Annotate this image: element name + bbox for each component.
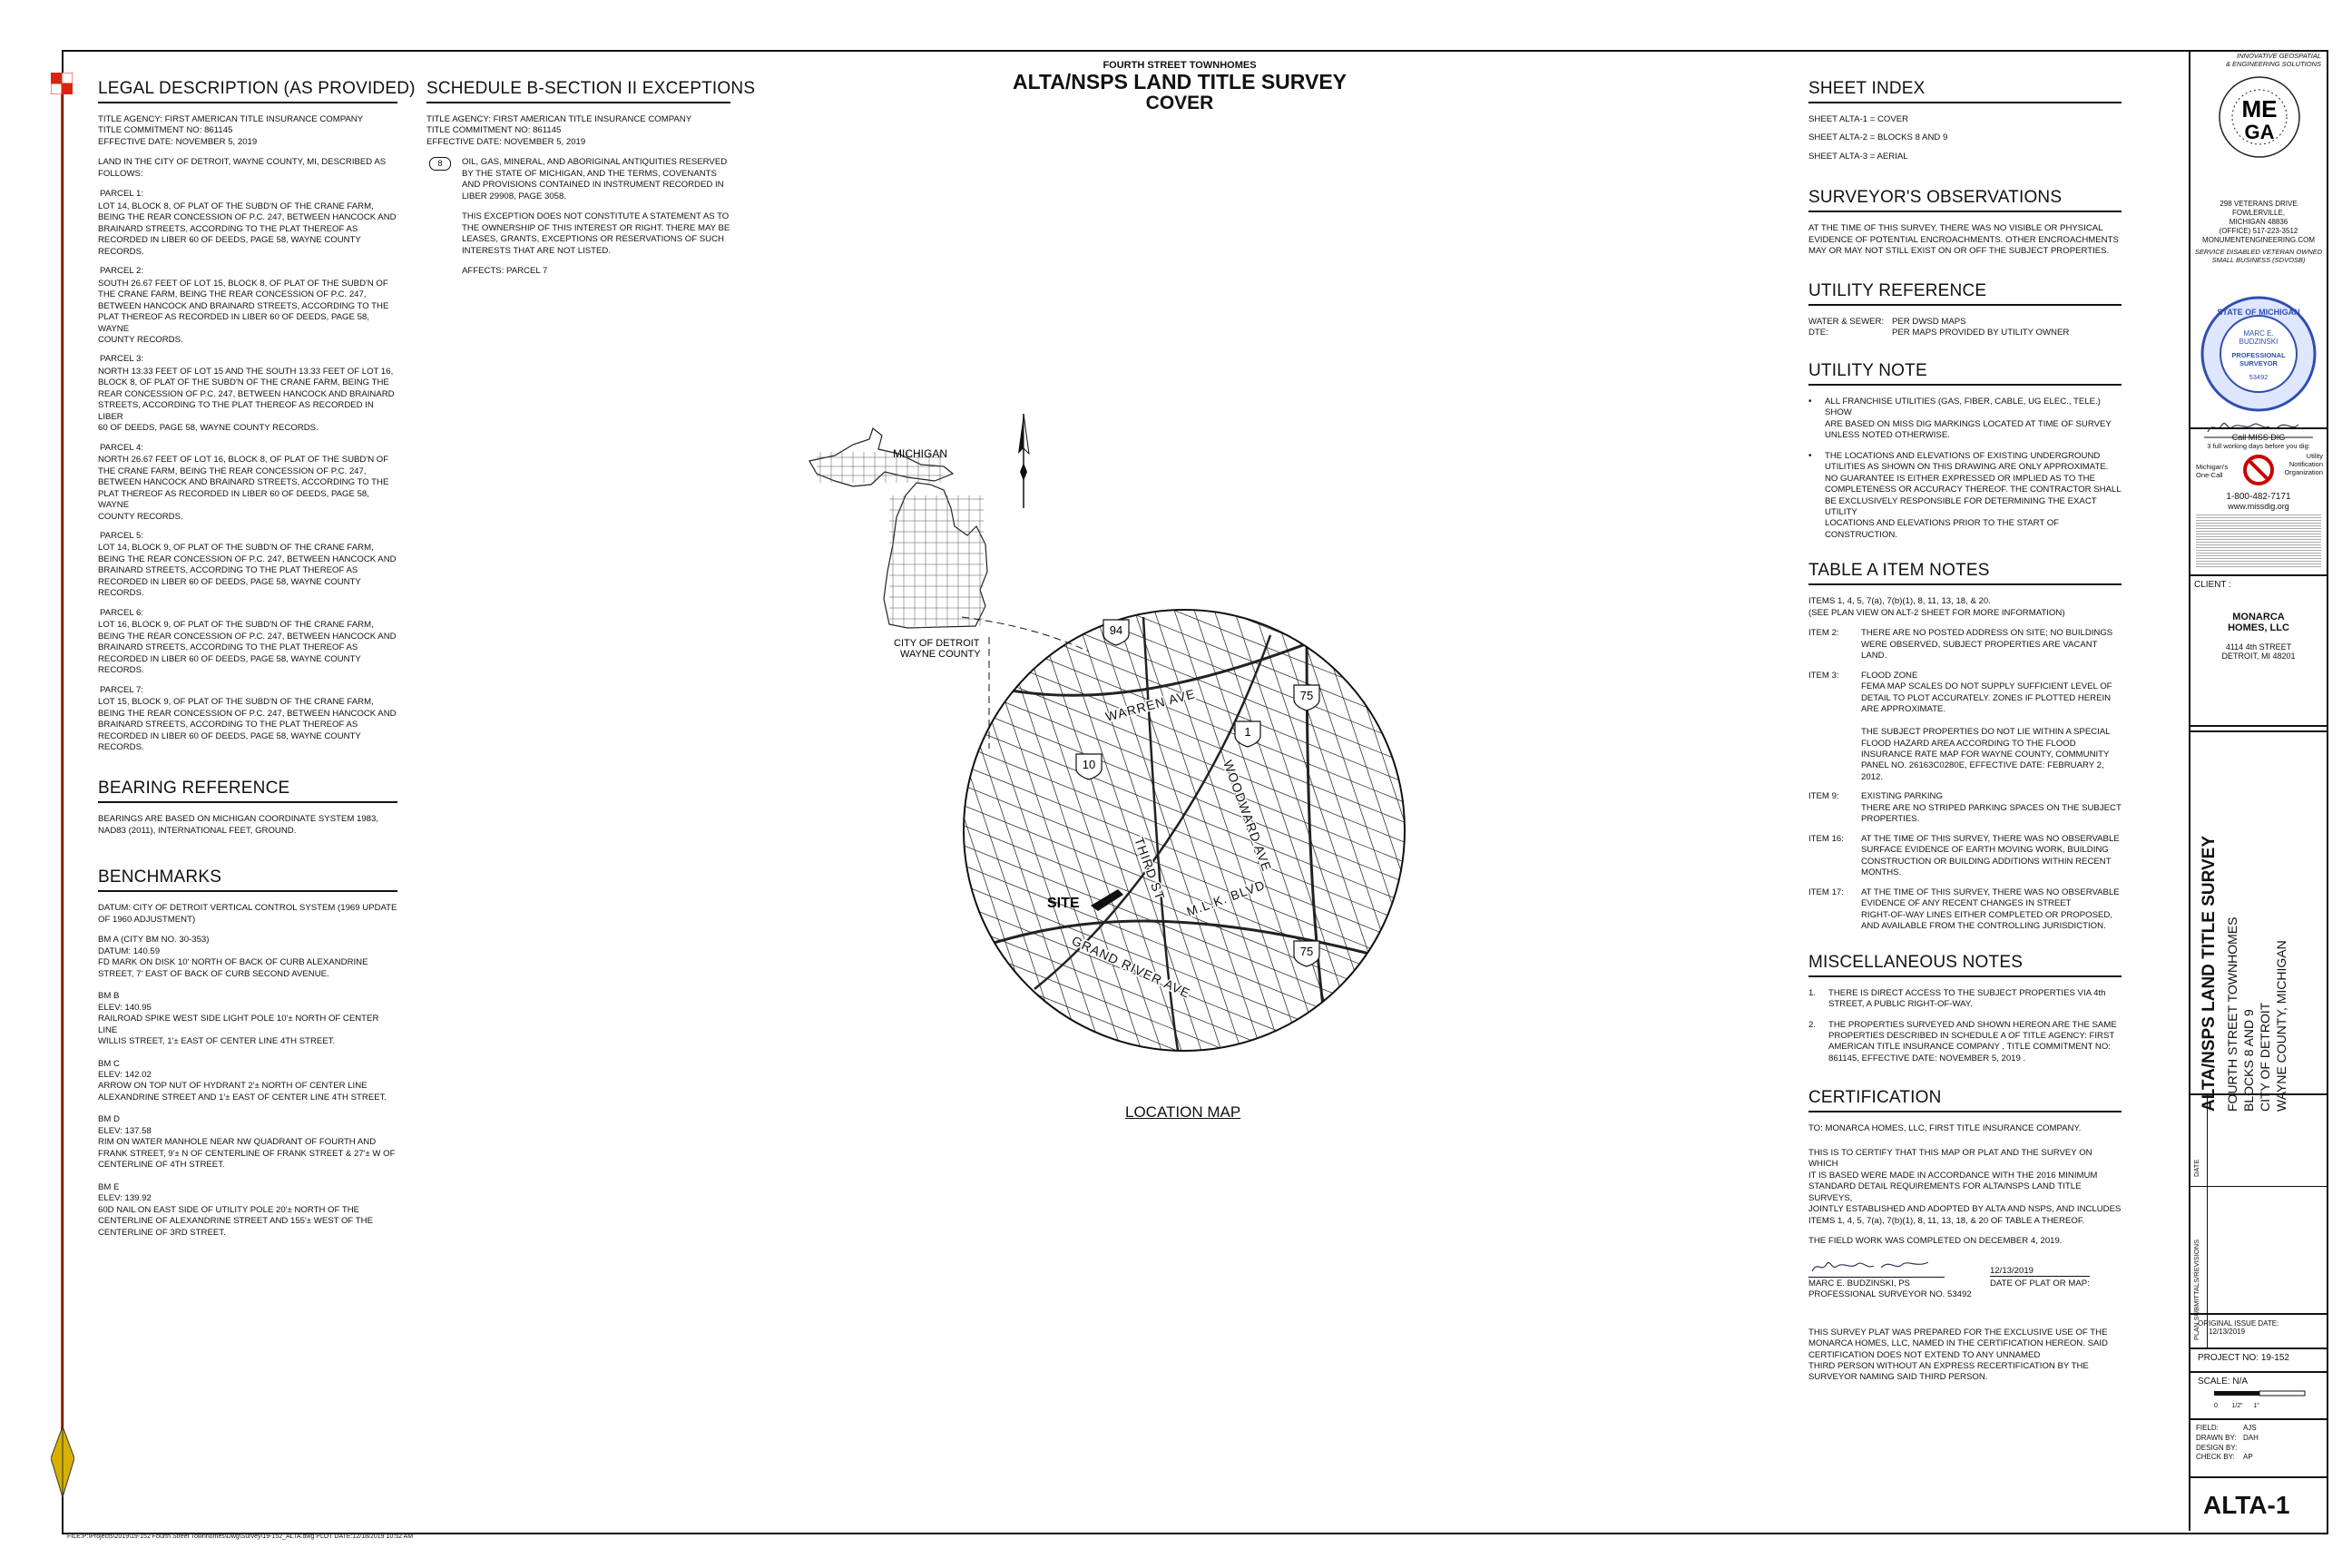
plumb-bob-icon xyxy=(51,1426,74,1499)
table-a-item xyxy=(1808,834,2122,879)
misc-heading: MISCELLANEOUS NOTES xyxy=(1808,953,2122,977)
leader-line xyxy=(962,617,1089,652)
vertical-survey-title: ALTA/NSPS LAND TITLE SURVEY xyxy=(2200,835,2219,1112)
parcel-text: SOUTH 26.67 FEET OF LOT 15, BLOCK 8, OF PLAT OF THE SUBD'N OF THE CRANE FARM, BEING THE REAR CONCESSION OF P.C. 247, BETWEEN HANCOCK AND BRAINARD STREETS, ACCORDING TO THE PLAT THEREOF AS RECORDED IN LIBER 60 OF DEEDS, PAGE 58, WAYNE COUNTY RECORDS. xyxy=(98,278,389,345)
seal-title: PROFESSIONAL SURVEYOR xyxy=(2231,351,2286,368)
seal-name: MARC E. BUDZINSKI xyxy=(2239,329,2278,346)
parcel-text: NORTH 13.33 FEET OF LOT 15 AND THE SOUTH 13.33 FEET OF LOT 16, BLOCK 8, OF PLAT OF THE SUBD'N OF THE CRANE FARM, BEING THE REAR CONCESSION OF P.C. 247, BETWEEN HANCOCK AND BRAINARD STREETS, ACCORDING TO THE PLAT THEREOF AS RECORDED IN LIBER 60 OF DEEDS, PAGE 58, WAYNE COUNTY RECORDS. xyxy=(98,366,395,434)
scale-label: SCALE: N/A xyxy=(2198,1377,2249,1387)
table-a-intro: ITEMS 1, 4, 5, 7(a), 7(b)(1), 8, 11, 13, 18, & 20. (SEE PLAN VIEW ON ALT-2 SHEET FOR MORE INFORMATION) xyxy=(1808,596,2065,618)
parcel-item xyxy=(98,531,397,600)
street-label: GRAND RIVER AVE xyxy=(1069,933,1193,1001)
legal-heading: LEGAL DESCRIPTION (AS PROVIDED) xyxy=(98,79,397,103)
parcel-list xyxy=(98,189,397,753)
michigan-label: MICHIGAN xyxy=(893,447,947,460)
benchmark-item: BM C ELEV: 142.02 ARROW ON TOP NUT OF HYDRANT 2'± NORTH OF CENTER LINE ALEXANDRINE STREET AND 1'± EAST OF CENTER LINE 4TH STREET. xyxy=(98,1058,387,1102)
scale-box xyxy=(2190,1371,2327,1418)
parcel-text: LOT 14, BLOCK 9, OF PLAT OF THE SUBD'N OF THE CRANE FARM, BEING THE REAR CONCESSION OF P.C. 247, BETWEEN HANCOCK AND BRAINARD STREETS, ACCORDING TO THE PLAT THEREOF AS RECORDED IN LIBER 60 OF DEEDS, PAGE 58, WAYNE COUNTY RECORDS. xyxy=(98,543,397,599)
misc-list xyxy=(1808,988,2122,1065)
benchmark-item: BM E ELEV: 139.92 60D NAIL ON EAST SIDE OF UTILITY POLE 20'± NORTH OF THE CENTERLINE OF ALEXANDRINE STREET AND 155'± WEST OF THE CENTERLINE OF 3RD STREET. xyxy=(98,1181,373,1238)
misc-number: 2. xyxy=(1808,1019,1817,1030)
vertical-line-4: WAYNE COUNTY, MICHIGAN xyxy=(2274,940,2288,1112)
svg-text:75: 75 xyxy=(1299,689,1314,702)
veteran-badge: SERVICE DISABLED VETERAN OWNED SMALL BUSINESS (SDVOSB) xyxy=(2194,248,2323,265)
staff-row xyxy=(2196,1434,2327,1444)
legal-intro: LAND IN THE CITY OF DETROIT, WAYNE COUNTY, MI, DESCRIBED AS FOLLOWS: xyxy=(98,157,387,179)
highway-shield-1 xyxy=(1235,721,1260,747)
misc-text: THE PROPERTIES SURVEYED AND SHOWN HEREON ARE THE SAME PROPERTIES DESCRIBED IN SCHEDULE A OF TITLE AGENCY: FIRST AMERICAN TITLE INSURANCE COMPANY , TITLE COMMITMENT NO: 861145, EFFECTIVE DATE: NOVEMBER 5, 2019 . xyxy=(1828,1019,2117,1063)
company-logo xyxy=(2218,75,2301,159)
table-a-item xyxy=(1808,671,2122,784)
exception-text: OIL, GAS, MINERAL, AND ABORIGINAL ANTIQUITIES RESERVED BY THE STATE OF MICHIGAN, AND THE TERMS, COVENANTS AND PROVISIONS CONTAINED IN INSTRUMENT RECORDED IN LIBER 29908, PAGE 3058. xyxy=(462,157,728,201)
client-label: CLIENT : xyxy=(2194,580,2231,590)
parcel-text: LOT 14, BLOCK 8, OF PLAT OF THE SUBD'N OF THE CRANE FARM, BEING THE REAR CONCESSION OF P.C. 247, BETWEEN HANCOCK AND BRAINARD STREETS, ACCORDING TO THE PLAT THEREOF AS RECORDED IN LIBER 60 OF DEEDS, PAGE 58, WAYNE COUNTY RECORDS. xyxy=(98,201,397,257)
svg-text:ME: ME xyxy=(2241,95,2278,122)
page-title: ALTA/NSPS LAND TITLE SURVEY xyxy=(1012,70,1348,93)
staff-role: DESIGN BY: xyxy=(2196,1443,2238,1452)
utility-ref-key: WATER & SEWER: xyxy=(1808,316,1885,327)
table-a-item xyxy=(1808,791,2122,825)
utility-ref-row xyxy=(1808,328,2122,338)
parcel-item xyxy=(98,685,397,754)
parcel-label: PARCEL 3: xyxy=(100,354,143,365)
parcel-item xyxy=(98,266,397,346)
vertical-line-1: FOURTH STREET TOWNHOMES xyxy=(2225,916,2239,1112)
client-address: 4114 4th STREET DETROIT, MI 48201 xyxy=(2221,642,2296,661)
highway-shield-10 xyxy=(1076,754,1102,779)
michigan-county-grid xyxy=(817,452,984,626)
benchmark-item: BM B ELEV: 140.95 RAILROAD SPIKE WEST SIDE LIGHT POLE 10'± NORTH OF CENTER LINE WILLIS STREET, 1'± EAST OF CENTER LINE 4TH STREET. xyxy=(98,991,379,1047)
sheet-number: ALTA-1 xyxy=(2203,1491,2290,1519)
staff-role: DRAWN BY: xyxy=(2196,1433,2237,1442)
cert-date-label: DATE OF PLAT OR MAP: xyxy=(1990,1278,2090,1289)
svg-text:94: 94 xyxy=(1109,623,1123,637)
cert-body: THIS IS TO CERTIFY THAT THIS MAP OR PLAT AND THE SURVEY ON WHICH IT IS BASED WERE MADE IN ACCORDANCE WITH THE 2016 MINIMUM STANDARD DETAIL REQUIREMENTS FOR ALTA/NSPS LAND TITLE SURVEYS, JOINTLY ESTABLISHED AND ADOPTED BY ALTA AND NSPS, AND INCLUDES ITEMS 1, 4, 5, 7(a), 7(b)(1), 8, 11, 13, 18, & 20 OF TABLE A THEREOF. xyxy=(1808,1147,2122,1226)
table-a-text: FLOOD ZONE FEMA MAP SCALES DO NOT SUPPLY SUFFICIENT LEVEL OF DETAIL TO PLOT ACCURATELY. ZONES IF PLOTTED HEREIN ARE APPROXIMATE. THE SUBJECT PROPERTIES DO NOT LIE WITHIN A SPECIAL FLOOD HAZARD AREA ACCORDING TO THE FLOOD INSURANCE RATE MAP FOR WAYNE COUNTY, COMMUNITY PANEL NO. 26163C0280E, EFFECTIVE DATE: FEBRUARY 2, 2012. xyxy=(1861,670,2112,782)
left-column xyxy=(98,79,416,1250)
table-a-text: AT THE TIME OF THIS SURVEY, THERE WAS NO OBSERVABLE SURFACE EVIDENCE OF EARTH MOVING WORK, BUILDING CONSTRUCTION OR BUILDING ADDITIONS WITHIN RECENT MONTHS. xyxy=(1861,833,2120,878)
cert-signer: MARC E. BUDZINSKI, PS PROFESSIONAL SURVEYOR NO. 53492 xyxy=(1808,1278,1972,1300)
highway-shield-75 xyxy=(1294,941,1319,966)
schedule-agency: TITLE AGENCY: FIRST AMERICAN TITLE INSURANCE COMPANY TITLE COMMITMENT NO: 861145 EFFECTIVE DATE: NOVEMBER 5, 2019 xyxy=(426,114,692,147)
scale-bar xyxy=(2214,1389,2314,1398)
table-a-text: AT THE TIME OF THIS SURVEY, THERE WAS NO OBSERVABLE EVIDENCE OF ANY RECENT CHANGES IN STREET RIGHT-OF-WAY LINES EITHER COMPLETED OR PROPOSED, AND AVAILABLE FROM THE CONTROLLING JURISDICTION. xyxy=(1861,887,2120,932)
staff-list xyxy=(2196,1424,2327,1463)
misc-item xyxy=(1808,988,2122,1011)
parcel-label: PARCEL 7: xyxy=(100,684,143,695)
bearing-heading: BEARING REFERENCE xyxy=(98,779,397,803)
schedule-column xyxy=(426,79,756,287)
missdig-fineprint xyxy=(2196,513,2321,569)
project-title-vertical xyxy=(2190,730,2327,1122)
scale-ticks: 0 1/2" 1" xyxy=(2214,1403,2259,1409)
corner-marker xyxy=(51,73,73,94)
benchmarks-heading: BENCHMARKS xyxy=(98,867,397,892)
missdig-web: www.missdig.org xyxy=(2228,502,2289,511)
table-a-key: ITEM 2: xyxy=(1808,628,1839,639)
table-a-key: ITEM 16: xyxy=(1808,833,1844,844)
vertical-line-3: CITY OF DETROIT xyxy=(2258,1002,2272,1112)
benchmark-list xyxy=(98,935,397,1239)
title-block-center xyxy=(907,60,1452,113)
missdig-days: 3 full working days before you dig: xyxy=(2207,442,2310,450)
svg-text:STATE OF MICHIGAN: STATE OF MICHIGAN xyxy=(2217,308,2300,317)
observations-heading: SURVEYOR'S OBSERVATIONS xyxy=(1808,188,2122,212)
misc-number: 1. xyxy=(1808,987,1817,998)
utility-note-heading: UTILITY NOTE xyxy=(1808,361,2122,386)
location-map-caption: LOCATION MAP xyxy=(1125,1103,1241,1121)
location-map xyxy=(799,408,1434,1134)
utility-note-item xyxy=(1808,451,2122,542)
parcel-item xyxy=(98,189,397,258)
missdig-left: Michigan's One-Call xyxy=(2196,463,2229,479)
legal-agency: TITLE AGENCY: FIRST AMERICAN TITLE INSURANCE COMPANY TITLE COMMITMENT NO: 861145 EFFECTIVE DATE: NOVEMBER 5, 2019 xyxy=(98,114,364,147)
parcel-label: PARCEL 5: xyxy=(100,531,143,541)
table-a-list xyxy=(1808,628,2122,932)
table-a-item xyxy=(1808,887,2122,933)
missdig-call: Call MISS DIG xyxy=(2231,433,2286,442)
surveyor-seal xyxy=(2200,295,2318,413)
observations-text: AT THE TIME OF THIS SURVEY, THERE WAS NO VISIBLE OR PHYSICAL EVIDENCE OF POTENTIAL ENCROACHMENTS. OTHER ENCROACHMENTS MAY OR MAY NOT STILL EXIST ON OR OFF THE SUBJECT PROPERTIES. xyxy=(1808,223,2119,257)
bullet-icon: • xyxy=(1808,396,1812,407)
cert-heading: CERTIFICATION xyxy=(1808,1088,2122,1112)
street-label: THIRD ST xyxy=(1132,835,1169,903)
utility-ref-row xyxy=(1808,317,2122,328)
parcel-text: LOT 16, BLOCK 9, OF PLAT OF THE SUBD'N OF THE CRANE FARM, BEING THE REAR CONCESSION OF P.C. 247, BETWEEN HANCOCK AND BRAINARD STREETS, ACCORDING TO THE PLAT THEREOF AS RECORDED IN LIBER 60 OF DEEDS, PAGE 58, WAYNE COUNTY RECORDS. xyxy=(98,620,397,676)
exception-affects: AFFECTS: PARCEL 7 xyxy=(462,266,548,277)
city-label-2: WAYNE COUNTY xyxy=(900,649,981,660)
street-label: M.L.K. BLVD xyxy=(1184,877,1268,919)
plumb-line xyxy=(61,94,63,1437)
svg-text:GA: GA xyxy=(2244,121,2275,143)
svg-text:1: 1 xyxy=(1244,725,1251,739)
staff-row xyxy=(2196,1444,2327,1454)
parcel-item xyxy=(98,354,397,434)
parcel-label: PARCEL 1: xyxy=(100,189,143,200)
staff-initials: AP xyxy=(2243,1453,2253,1462)
sheet-index-heading: SHEET INDEX xyxy=(1808,79,2122,103)
table-a-item xyxy=(1808,628,2122,662)
project-number-box xyxy=(2190,1348,2327,1369)
misc-text: THERE IS DIRECT ACCESS TO THE SUBJECT PROPERTIES VIA 4th STREET, A PUBLIC RIGHT-OF-WAY. xyxy=(1828,987,2106,1010)
title-block xyxy=(2189,50,2327,1531)
missdig-right: Utility Notification Organization xyxy=(2284,452,2323,476)
date-label: DATE xyxy=(2192,1159,2200,1177)
parcel-label: PARCEL 6: xyxy=(100,607,143,618)
revision-box xyxy=(2190,1093,2327,1348)
table-a-text: THERE ARE NO POSTED ADDRESS ON SITE; NO BUILDINGS WERE OBSERVED, SUBJECT PROPERTIES ARE VACANT LAND. xyxy=(1861,628,2113,662)
cert-date: 12/13/2019 xyxy=(1990,1266,2090,1277)
seal-number: 53492 xyxy=(2249,373,2269,381)
original-issue-label: ORIGINAL ISSUE DATE: xyxy=(2198,1319,2279,1328)
utility-ref-list xyxy=(1808,317,2122,339)
exception-number: 8 xyxy=(429,157,451,171)
staff-row xyxy=(2196,1424,2327,1434)
staff-row xyxy=(2196,1453,2327,1463)
parcel-item xyxy=(98,443,397,523)
sheet-index-list xyxy=(1808,114,2122,162)
parcel-item xyxy=(98,608,397,677)
bullet-icon: • xyxy=(1808,450,1812,461)
benchmarks-datum: DATUM: CITY OF DETROIT VERTICAL CONTROL SYSTEM (1969 UPDATE OF 1960 ADJUSTMENT) xyxy=(98,903,397,925)
no-dig-icon xyxy=(2242,454,2275,486)
parcel-text: NORTH 26.67 FEET OF LOT 16, BLOCK 8, OF PLAT OF THE SUBD'N OF THE CRANE FARM, BEING THE REAR CONCESSION OF P.C. 247, BETWEEN HANCOCK AND BRAINARD STREETS, ACCORDING TO THE PLAT THEREOF AS RECORDED IN LIBER 60 OF DEEDS, PAGE 58, WAYNE COUNTY RECORDS. xyxy=(98,455,389,522)
utility-note-item xyxy=(1808,397,2122,442)
sheet-index-item: SHEET ALTA-3 = AERIAL xyxy=(1808,151,1908,162)
sheet-index-item: SHEET ALTA-2 = BLOCKS 8 AND 9 xyxy=(1808,132,1948,143)
svg-text:75: 75 xyxy=(1299,945,1314,958)
utility-note-text: THE LOCATIONS AND ELEVATIONS OF EXISTING UNDERGROUND UTILITIES AS SHOWN ON THIS DRAWING ARE ONLY APPROXIMATE. NO GUARANTEE IS EITHER EXPRESSED OR IMPLIED AS TO THE COMPLETENESS OR ACCURACY THEREOF. THE CONTRACTOR SHALL BE EXCLUSIVELY RESPONSIBLE FOR DETERMINING THE EXACT UTILITY LOCATIONS AND ELEVATIONS PRIOR TO THE START OF CONSTRUCTION. xyxy=(1825,450,2122,540)
page-subtitle: COVER xyxy=(1145,93,1214,114)
cert-fieldwork: THE FIELD WORK WAS COMPLETED ON DECEMBER 4, 2019. xyxy=(1808,1236,2063,1247)
table-a-key: ITEM 17: xyxy=(1808,887,1844,897)
right-column xyxy=(1808,79,2122,1393)
table-a-key: ITEM 3: xyxy=(1808,670,1839,681)
schedule-heading: SCHEDULE B-SECTION II EXCEPTIONS xyxy=(426,79,730,103)
company-tagline: INNOVATIVE GEOSPATIAL & ENGINEERING SOLUTIONS xyxy=(2225,52,2321,69)
benchmark-item: BM D ELEV: 137.58 RIM ON WATER MANHOLE NEAR NW QUADRANT OF FOURTH AND FRANK STREET, 9'± N OF CENTERLINE OF FRANK STREET & 27'± W OF CENTERLINE OF 4TH STREET. xyxy=(98,1114,396,1171)
location-map-drawing xyxy=(799,408,1434,1134)
utility-ref-value: PER MAPS PROVIDED BY UTILITY OWNER xyxy=(1892,328,2070,338)
benchmark-item: BM A (CITY BM NO. 30-353) DATUM: 140.59 FD MARK ON DISK 10' NORTH OF BACK OF CURB ALEXANDRINE STREET, 7' EAST OF BACK OF CURB SECOND AVENUE. xyxy=(98,935,368,979)
north-arrow-icon xyxy=(1018,414,1029,508)
utility-ref-key: DTE: xyxy=(1808,328,1828,338)
utility-ref-heading: UTILITY REFERENCE xyxy=(1808,281,2122,306)
table-a-key: ITEM 9: xyxy=(1808,791,1839,802)
staff-role: FIELD: xyxy=(2196,1424,2219,1432)
sheet-index-item: SHEET ALTA-1 = COVER xyxy=(1808,114,1909,124)
signature-block xyxy=(1808,1257,2122,1308)
staff-role: CHECK BY: xyxy=(2196,1453,2235,1462)
vertical-line-2: BLOCKS 8 AND 9 xyxy=(2241,1009,2256,1112)
staff-box xyxy=(2190,1418,2327,1475)
table-a-text: EXISTING PARKING THERE ARE NO STRIPED PARKING SPACES ON THE SUBJECT PROPERTIES. xyxy=(1861,791,2122,825)
street-label: WOODWARD AVE xyxy=(1220,758,1275,874)
street-network xyxy=(858,485,1434,1134)
company-address: 298 VETERANS DRIVE FOWLERVILLE, MICHIGAN 48836 (OFFICE) 517-223-3512 MONUMENTENGINEERING.COM xyxy=(2202,200,2315,244)
utility-ref-value: PER DWSD MAPS xyxy=(1892,316,1966,327)
client-name: MONARCA HOMES, LLC xyxy=(2228,612,2289,633)
sheet-number-box xyxy=(2190,1476,2327,1533)
site-label: SITE xyxy=(1047,896,1080,911)
original-issue-date: 12/13/2019 xyxy=(2209,1328,2246,1336)
street-label: WARREN AVE xyxy=(1103,686,1198,724)
svg-text:10: 10 xyxy=(1082,758,1096,771)
highway-shield-75 xyxy=(1294,685,1319,710)
project-name: FOURTH STREET TOWNHOMES xyxy=(1102,60,1257,71)
plot-footer: FILE:P:\Projects\2019\19-152 Fourth Street Townhomes\Dwg\Survey\19-152_ALTA.dwg PLOT DATE:12/18/2019 10:52 AM xyxy=(67,1534,414,1540)
utility-note-text: ALL FRANCHISE UTILITIES (GAS, FIBER, CABLE, UG ELEC., TELE.) SHOW ARE BASED ON MISS DIG MARKINGS LOCATED AT TIME OF SURVEY UNLESS NOTED OTHERWISE. xyxy=(1825,396,2112,441)
table-a-heading: TABLE A ITEM NOTES xyxy=(1808,561,2122,585)
utility-note-list xyxy=(1808,397,2122,542)
missdig-phone: 1-800-482-7171 xyxy=(2226,492,2291,502)
staff-initials: AJS xyxy=(2243,1424,2257,1432)
parcel-text: LOT 15, BLOCK 9, OF PLAT OF THE SUBD'N OF THE CRANE FARM, BEING THE REAR CONCESSION OF P.C. 247, BETWEEN HANCOCK AND BRAINARD STREETS, ACCORDING TO THE PLAT THEREOF AS RECORDED IN LIBER 60 OF DEEDS, PAGE 58, WAYNE COUNTY RECORDS. xyxy=(98,697,397,752)
project-number: PROJECT NO: 19-152 xyxy=(2198,1353,2289,1363)
exception-note: THIS EXCEPTION DOES NOT CONSTITUTE A STATEMENT AS TO THE OWNERSHIP OF THIS INTEREST OR RIGHT. THERE MAY BE LEASES, GRANTS, EXCEPTIONS OR RESERVATIONS OF SUCH INTERESTS THAT ARE NOT LISTED. xyxy=(462,211,730,256)
plan-submittals-label: PLAN SUBMITTALS/REVISIONS xyxy=(2192,1239,2200,1340)
parcel-label: PARCEL 4: xyxy=(100,442,143,453)
cert-to: TO: MONARCA HOMES, LLC, FIRST TITLE INSURANCE COMPANY. xyxy=(1808,1123,2082,1134)
exception-item xyxy=(426,157,730,286)
misc-item xyxy=(1808,1020,2122,1065)
city-label-1: CITY OF DETROIT xyxy=(894,638,980,649)
cert-footer: THIS SURVEY PLAT WAS PREPARED FOR THE EXCLUSIVE USE OF THE MONARCA HOMES, LLC, NAMED IN THE CERTIFICATION HEREON. SAID CERTIFICATION DOES NOT EXTEND TO ANY UNNAMED THIRD PERSON WITHOUT AN EXPRESS RECERTIFICATION BY THE SURVEYOR NAMING SAID THIRD PERSON. xyxy=(1808,1327,2108,1383)
highway-shield-94 xyxy=(1103,620,1129,645)
parcel-label: PARCEL 2: xyxy=(100,266,143,277)
bearing-text: BEARINGS ARE BASED ON MICHIGAN COORDINATE SYSTEM 1983, NAD83 (2011), INTERNATIONAL FEET, GROUND. xyxy=(98,814,379,836)
signature xyxy=(1808,1257,1936,1277)
staff-initials: DAH xyxy=(2243,1433,2259,1442)
